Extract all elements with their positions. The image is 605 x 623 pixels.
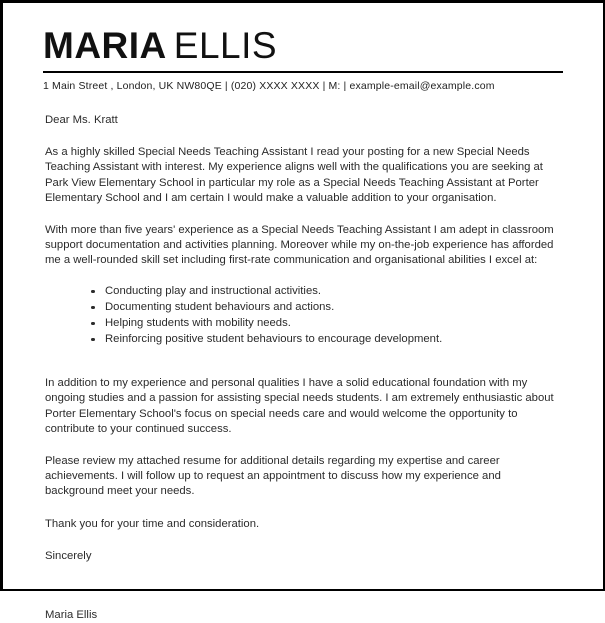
skills-list <box>43 284 563 347</box>
letterhead <box>43 21 563 92</box>
applicant-last-name: ELLIS <box>173 25 278 66</box>
paragraph-experience: With more than five years' experience as a Special Needs Teaching Assistant I am adept in classroom support documentation and activities planning. Moreover while my on-the-job experience has afforded me a well-rounded skill set including first-rate communication and organisational abilities I excel at: <box>45 224 554 267</box>
signature-name: Maria Ellis <box>45 608 98 621</box>
header-divider <box>43 71 563 73</box>
list-item: Conducting play and instructional activities. <box>91 284 563 299</box>
signoff: Sincerely <box>45 549 92 562</box>
list-item: Reinforcing positive student behaviours to encourage development. <box>91 332 563 347</box>
letter-body <box>43 113 563 623</box>
list-item: Helping students with mobility needs. <box>91 316 563 331</box>
page-content <box>3 3 603 623</box>
salutation: Dear Ms. Kratt <box>45 114 118 126</box>
paragraph-education: In addition to my experience and personal qualities I have a solid educational foundation with my ongoing studies and a passion for assisting special needs students. I am extremely enthusiastic about Porter Elementary School's focus on special needs care and would welcome the opportunity to contribute to your continued success. <box>45 377 554 435</box>
contact-line: 1 Main Street , London, UK NW80QE | (020) XXXX XXXX | M: | example-email@example.com <box>43 80 495 92</box>
paragraph-intro: As a highly skilled Special Needs Teaching Assistant I read your posting for a new Special Needs Teaching Assistant with interest. My experience aligns well with the qualifications you are seeking at Park View Elementary School in particular my role as a Special Needs Teaching Assistant at Porter Elementary School and I am certain I would make a valuable addition to your organisation. <box>45 146 543 204</box>
paragraph-call-to-action: Please review my attached resume for additional details regarding my expertise and career achievements. I will follow up to request an appointment to discuss how my experience and background meet your needs. <box>45 454 501 498</box>
applicant-name <box>43 27 563 64</box>
list-item: Documenting student behaviours and actions. <box>91 300 563 315</box>
applicant-first-name: MARIA <box>43 25 167 66</box>
paragraph-thanks: Thank you for your time and consideration. <box>45 517 260 530</box>
